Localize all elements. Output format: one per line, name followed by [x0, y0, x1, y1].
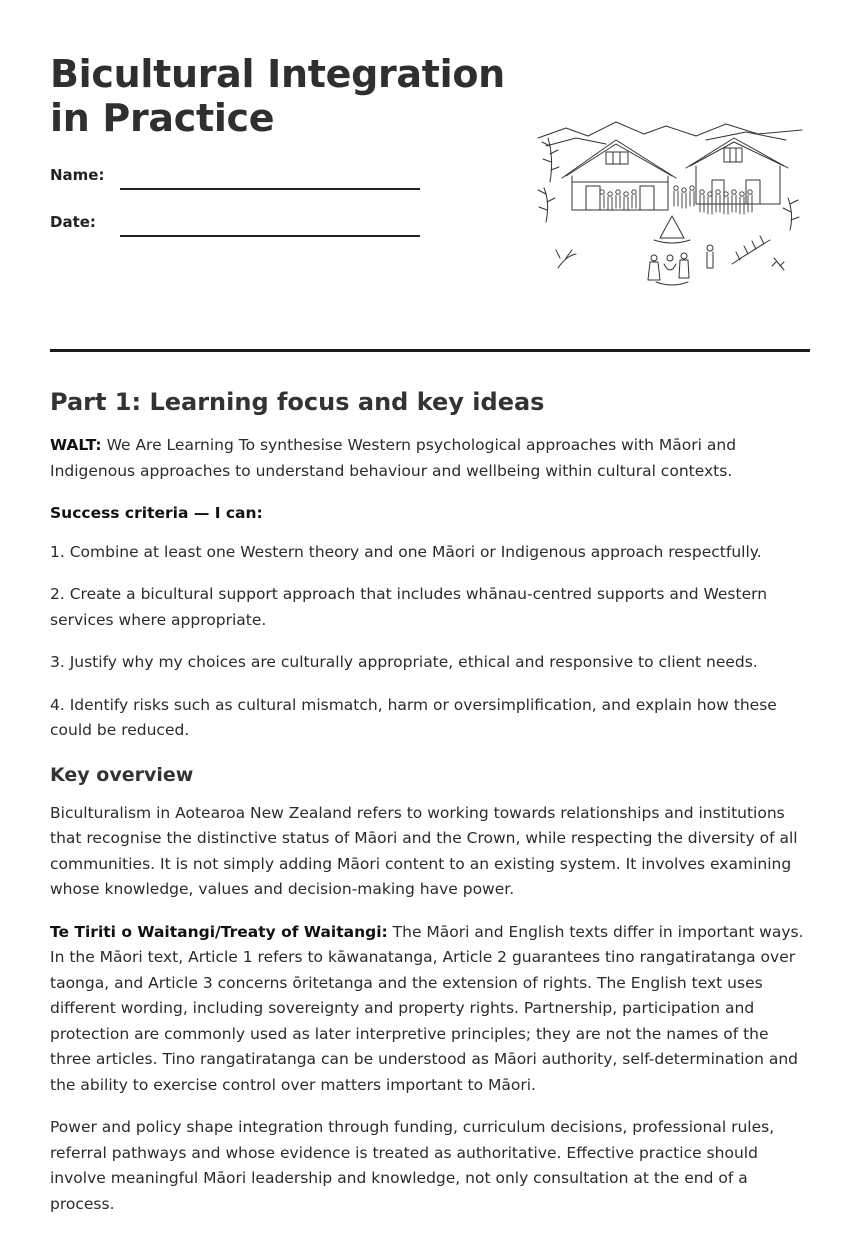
date-field[interactable] — [50, 213, 430, 237]
key-overview-heading: Key overview — [50, 763, 194, 786]
marae-community-illustration — [536, 118, 804, 290]
success-criteria-heading — [50, 501, 810, 527]
criterion-2: 2. Create a bicultural support approach that includes whānau-centred supports and Western services where appropriate. — [50, 585, 768, 629]
success-criteria-label: Success criteria — I can: — [50, 504, 263, 522]
name-field[interactable] — [50, 166, 430, 190]
section-divider — [50, 349, 810, 352]
treaty-label: Te Tiriti o Waitangi/Treaty of Waitangi: — [50, 922, 388, 941]
name-label: Name: — [50, 166, 105, 184]
name-input-line[interactable] — [120, 188, 420, 190]
treaty-text: The Māori and English texts differ in important ways. In the Māori text, Article 1 refers to kāwanatanga, Article 2 guarantees tino rangatiratanga over taonga, and Article 3 concerns ōritetanga and the extension of rights. The English text uses different wording, including sovereignty and property rights. Partnership, participation and protection are commonly used as later interpretive principles; they are not the names of the three articles. Tino rangatiratanga can be understood as Māori authority, self-determination and the ability to exercise control over matters important to Māori. — [50, 922, 804, 1094]
treaty-paragraph — [50, 920, 810, 1099]
walt-label: WALT: — [50, 436, 102, 454]
walt-paragraph — [50, 433, 810, 484]
criterion-4: 4. Identify risks such as cultural mismatch, harm or oversimplification, and explain how these could be reduced. — [50, 695, 777, 739]
criterion-3: 3. Justify why my choices are culturally appropriate, ethical and responsive to client needs. — [50, 653, 758, 671]
overview-paragraph-1: Biculturalism in Aotearoa New Zealand refers to working towards relationships and institutions that recognise the distinctive status of Māori and the Crown, while respecting the diversity of all communities. It is not simply adding Māori content to an existing system. It involves examining whose knowledge, values and decision-making have power. — [50, 803, 798, 898]
walt-text: We Are Learning To synthesise Western psychological approaches with Māori and Indigenous approaches to understand behaviour and wellbeing within cultural contexts. — [50, 436, 737, 480]
main-content — [50, 386, 810, 1234]
part1-heading: Part 1: Learning focus and key ideas — [50, 388, 545, 416]
overview-paragraph-3: Power and policy shape integration through funding, curriculum decisions, professional rules, referral pathways and whose evidence is treated as authoritative. Effective practice should involve meaningful Māori leadership and knowledge, not only consultation at the end of a process. — [50, 1118, 775, 1213]
page-title: Bicultural Integration in Practice — [50, 52, 505, 140]
date-input-line[interactable] — [120, 235, 420, 237]
criterion-1: 1. Combine at least one Western theory and one Māori or Indigenous approach respectfully. — [50, 542, 762, 561]
date-label: Date: — [50, 213, 96, 231]
